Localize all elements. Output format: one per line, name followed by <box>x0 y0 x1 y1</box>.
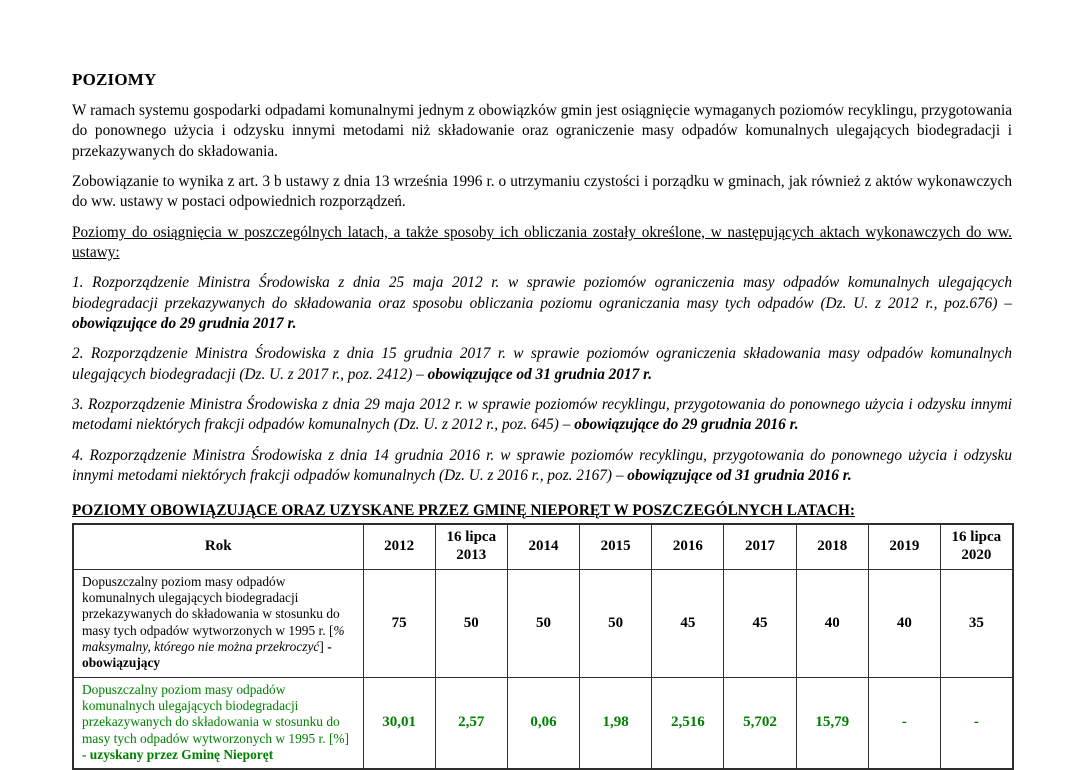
row-label-required-level <box>73 569 363 677</box>
label-italic-note: % maksymalny, którego nie można przekroczyć <box>82 623 345 654</box>
column-header-2015: 2015 <box>580 524 652 570</box>
column-header-rok: Rok <box>73 524 363 570</box>
achieved-value-2019: - <box>868 677 940 769</box>
act-item-2 <box>72 344 1012 385</box>
required-value-2015: 50 <box>580 569 652 677</box>
act-text: 1. Rozporządzenie Ministra Środowiska z dnia 25 maja 2012 r. w sprawie poziomów ograniczenia masy odpadów komunalnych ulegających biodegradacji przekazywanych do składowania oraz sposobu obliczania poziomu ograniczania masy tych odpadów (Dz. U. z 2012 r., poz.676) – <box>72 274 1012 311</box>
achieved-value-2016: 2,516 <box>652 677 724 769</box>
act-item-3 <box>72 395 1012 436</box>
act-text: 3. Rozporządzenie Ministra Środowiska z dnia 29 maja 2012 r. w sprawie poziomów recyklingu, przygotowania do ponownego użycia i odzysku innymi metodami niektórych frakcji odpadów komunalnych (Dz. U. z 2012 r., poz. 645) – <box>72 396 1012 433</box>
column-header-16-lipca-2013: 16 lipca 2013 <box>435 524 507 570</box>
act-item-1 <box>72 273 1012 334</box>
required-value-16-lipca-2013: 50 <box>435 569 507 677</box>
row-label-achieved-level <box>73 677 363 769</box>
label-bold-suffix: - obowiązujący <box>82 639 332 670</box>
act-validity-bold: obowiązujące od 31 grudnia 2017 r. <box>428 366 652 383</box>
table-heading: POZIOMY OBOWIĄZUJĄCE ORAZ UZYSKANE PRZEZ GMINĘ NIEPORĘT W POSZCZEGÓLNYCH LATACH: <box>72 502 1012 520</box>
intro-paragraph-2: Zobowiązanie to wynika z art. 3 b ustawy z dnia 13 września 1996 r. o utrzymaniu czystości i porządku w gminach, jak również z aktów wykonawczych do ww. ustawy w postaci odpowiednich rozporządzeń. <box>72 172 1012 213</box>
page-title: POZIOMY <box>72 70 1012 90</box>
column-header-2017: 2017 <box>724 524 796 570</box>
label-text: Dopuszczalny poziom masy odpadów komunalnych ulegających biodegradacji przekazywanych do składowania w stosunku do masy tych odpadów wytworzonych w 1995 r. [ <box>82 574 340 638</box>
label-close-bracket: ] <box>319 639 327 654</box>
act-validity-bold: obowiązujące do 29 grudnia 2016 r. <box>574 416 798 433</box>
table-row-required-level <box>73 569 1013 677</box>
label-bold-suffix: - uzyskany przez Gminę Nieporęt <box>82 747 273 762</box>
levels-underlined-paragraph: Poziomy do osiągnięcia w poszczególnych latach, a także sposoby ich obliczania zostały określone, w następujących aktach wykonawczych do ww. ustawy: <box>72 223 1012 264</box>
achieved-value-2017: 5,702 <box>724 677 796 769</box>
required-value-2017: 45 <box>724 569 796 677</box>
required-value-2012: 75 <box>363 569 435 677</box>
levels-table <box>72 523 1014 770</box>
required-value-2014: 50 <box>507 569 579 677</box>
required-value-2016: 45 <box>652 569 724 677</box>
act-item-4 <box>72 446 1012 487</box>
act-validity-bold: obowiązujące od 31 grudnia 2016 r. <box>627 467 851 484</box>
achieved-value-16-lipca-2013: 2,57 <box>435 677 507 769</box>
column-header-16-lipca-2020: 16 lipca 2020 <box>941 524 1013 570</box>
column-header-2014: 2014 <box>507 524 579 570</box>
table-row-achieved-level <box>73 677 1013 769</box>
column-header-2019: 2019 <box>868 524 940 570</box>
column-header-2016: 2016 <box>652 524 724 570</box>
achieved-value-2015: 1,98 <box>580 677 652 769</box>
required-value-16-lipca-2020: 35 <box>941 569 1013 677</box>
table-header-row <box>73 524 1013 570</box>
achieved-value-2018: 15,79 <box>796 677 868 769</box>
act-validity-bold: obowiązujące do 29 grudnia 2017 r. <box>72 315 296 332</box>
column-header-2012: 2012 <box>363 524 435 570</box>
label-text: Dopuszczalny poziom masy odpadów komunalnych ulegających biodegradacji przekazywanych do składowania w stosunku do masy tych odpadów wytworzonych w 1995 r. [%] <box>82 682 349 746</box>
required-value-2019: 40 <box>868 569 940 677</box>
act-text: 4. Rozporządzenie Ministra Środowiska z dnia 14 grudnia 2016 r. w sprawie poziomów recyklingu, przygotowania do ponownego użycia i odzysku innymi metodami niektórych frakcji odpadów komunalnych (Dz. U. z 2016 r., poz. 2167) – <box>72 447 1012 484</box>
act-text: 2. Rozporządzenie Ministra Środowiska z dnia 15 grudnia 2017 r. w sprawie poziomów ograniczenia składowania masy odpadów komunalnych ulegających biodegradacji (Dz. U. z 2017 r., poz. 2412) – <box>72 345 1012 382</box>
achieved-value-16-lipca-2020: - <box>941 677 1013 769</box>
achieved-value-2014: 0,06 <box>507 677 579 769</box>
required-value-2018: 40 <box>796 569 868 677</box>
intro-paragraph-1: W ramach systemu gospodarki odpadami komunalnymi jednym z obowiązków gmin jest osiągnięcie wymaganych poziomów recyklingu, przygotowania do ponownego użycia i odzysku innymi metodami niż składowanie oraz ograniczenie masy odpadów komunalnych ulegających biodegradacji i przekazywanych do składowania. <box>72 101 1012 162</box>
column-header-2018: 2018 <box>796 524 868 570</box>
achieved-value-2012: 30,01 <box>363 677 435 769</box>
